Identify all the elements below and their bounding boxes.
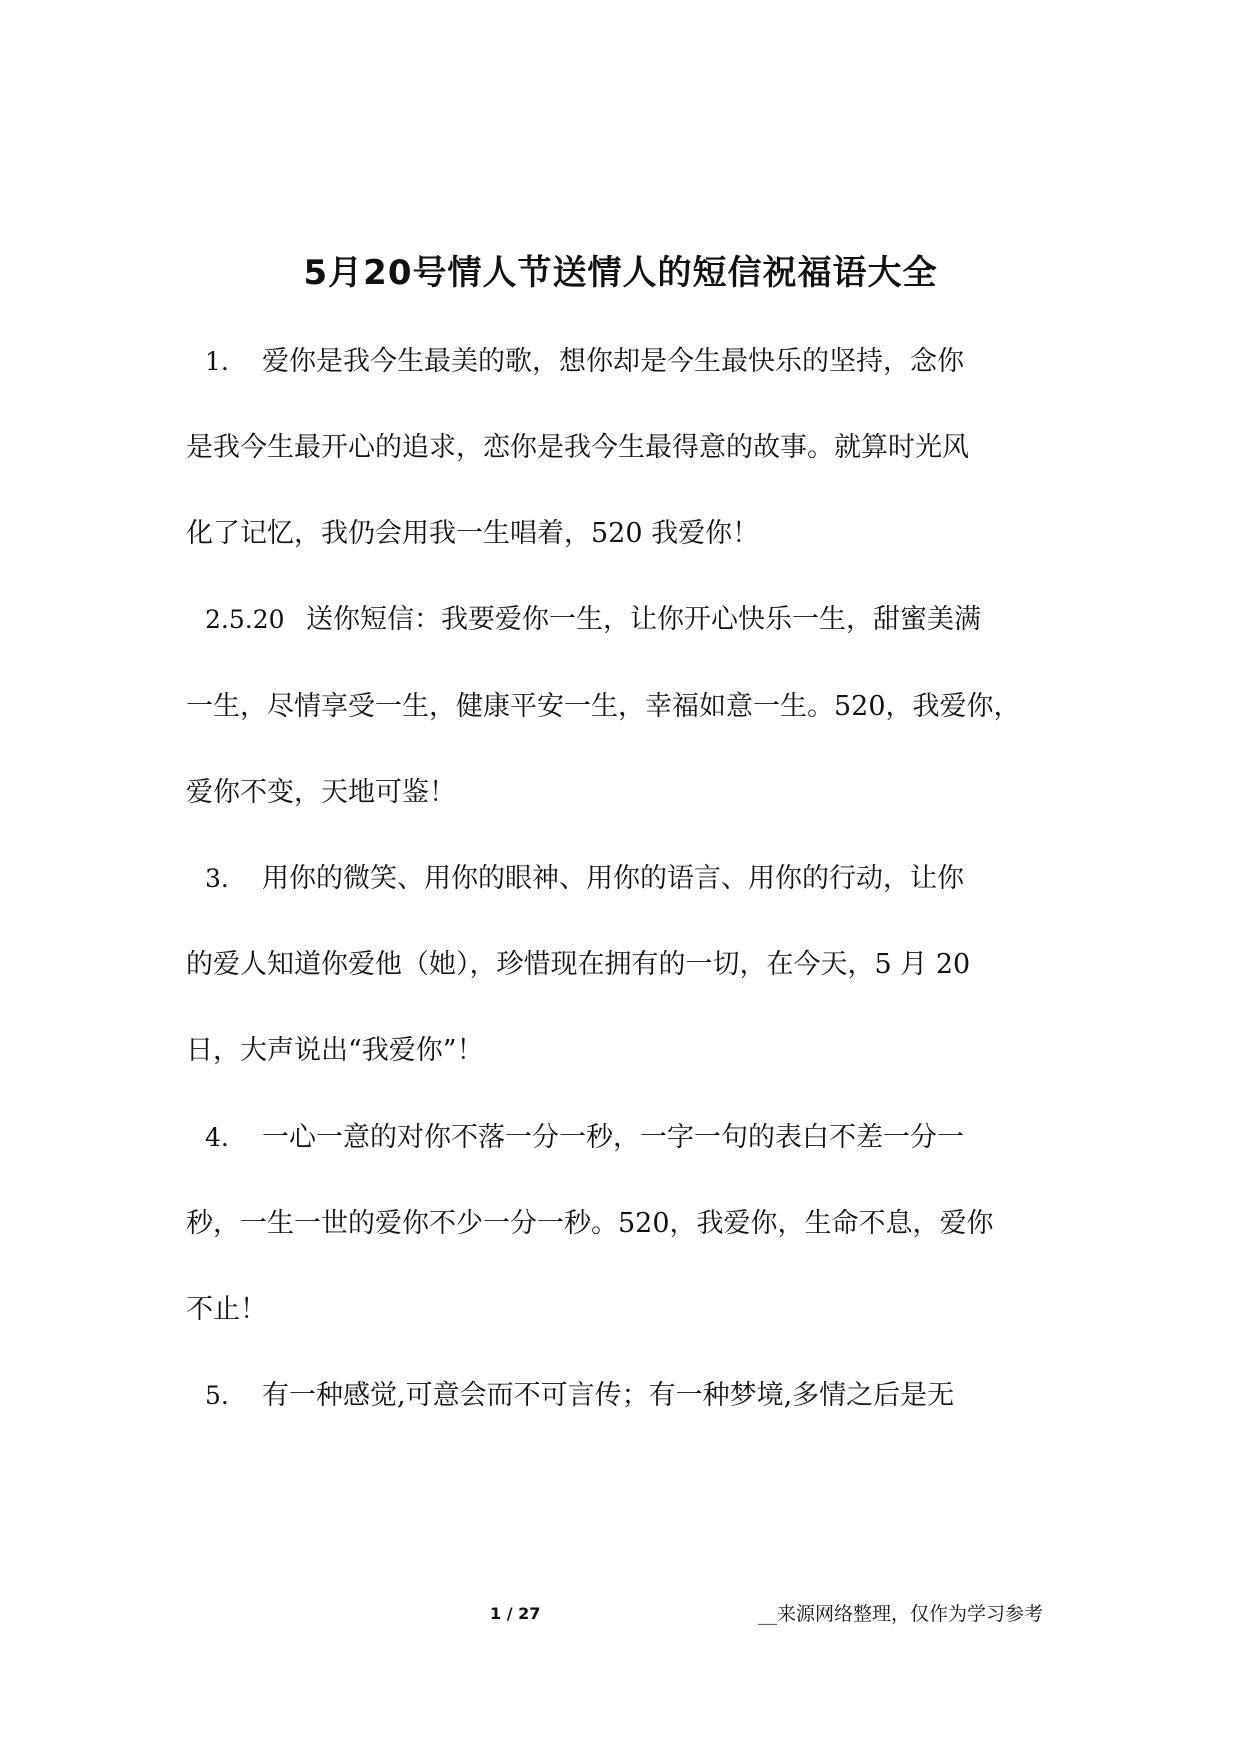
item-number: 5. [205, 1381, 229, 1410]
page-indicator: 1 / 27 [490, 1604, 541, 1623]
item-text-line: 一生，尽情享受一生，健康平安一生，幸福如意一生。520，我爱你， [186, 691, 1021, 722]
item-text-line: 化了记忆，我仍会用我一生唱着，520 我爱你！ [186, 518, 760, 549]
item-number: 4. [205, 1123, 229, 1152]
item-text-line: 爱你是我今生最美的歌，想你却是今生最快乐的坚持，念你 [262, 346, 964, 377]
item-text-line: 是我今生最开心的追求，恋你是我今生最得意的故事。就算时光风 [186, 432, 969, 463]
item-text-line: 有一种感觉,可意会而不可言传；有一种梦境,多情之后是无 [262, 1380, 955, 1411]
item-number: 3. [205, 864, 229, 893]
item-text-line: 一心一意的对你不落一分一秒，一字一句的表白不差一分一 [262, 1122, 964, 1153]
item-text-line: 日，大声说出“我爱你”！ [186, 1035, 484, 1066]
item-text-line: 爱你不变，天地可鉴！ [186, 777, 456, 808]
source-note: __来源网络整理，仅作为学习参考 [758, 1603, 1044, 1625]
item-number: 2.5.20 [205, 605, 285, 634]
item-text-line: 秒，一生一世的爱你不少一分一秒。520，我爱你，生命不息，爱你 [186, 1208, 994, 1239]
item-number: 1. [205, 347, 229, 376]
item-text-line: 用你的微笑、用你的眼神、用你的语言、用你的行动，让你 [262, 863, 964, 894]
document-title: 5月20号情人节送情人的短信祝福语大全 [303, 253, 938, 293]
item-text-line: 的爱人知道你爱他（她），珍惜现在拥有的一切，在今天，5 月 20 [186, 949, 971, 980]
item-text-line: 送你短信：我要爱你一生，让你开心快乐一生，甜蜜美满 [306, 604, 981, 635]
item-text-line: 不止！ [186, 1294, 267, 1325]
